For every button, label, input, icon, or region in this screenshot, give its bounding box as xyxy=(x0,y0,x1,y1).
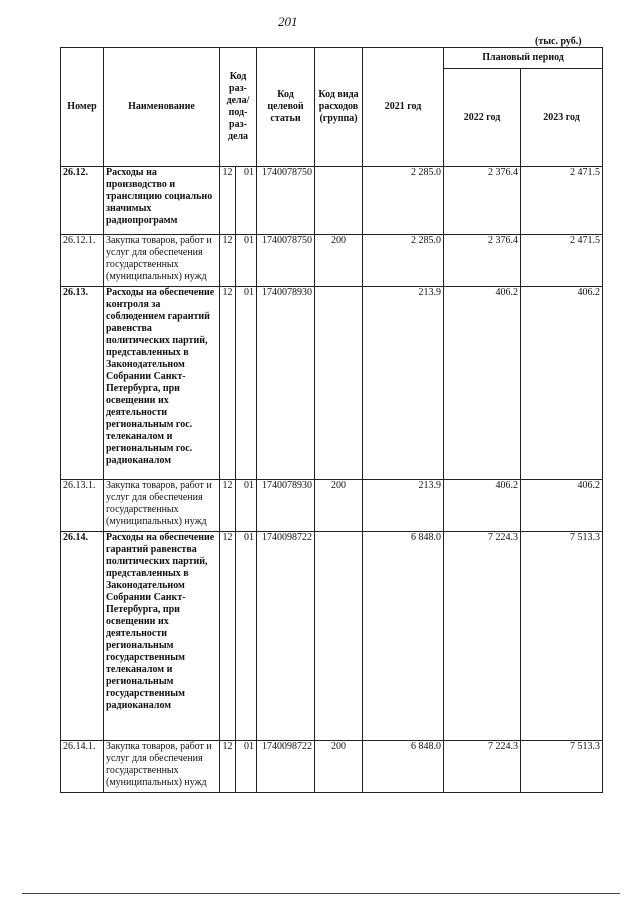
table-row xyxy=(61,741,603,793)
row-number: 26.14. xyxy=(61,532,104,741)
row-target-code: 1740078930 xyxy=(257,480,315,532)
row-value-2021: 2 285.0 xyxy=(363,167,444,235)
row-name: Расходы на обеспечение гарантий равенства политических партий, представленных в Законодательном Собрании Санкт-Петербурга, при освещении их деятельности региональным государственным телеканалом и региональным государственным радиоканалом xyxy=(104,532,220,741)
table-row xyxy=(61,167,603,235)
row-number: 26.13. xyxy=(61,287,104,480)
col-expense-type-header: Код вида расходов (группа) xyxy=(315,48,363,167)
col-number-header: Номер xyxy=(61,48,104,167)
row-name: Расходы на производство и трансляцию социально значимых радиопрограмм xyxy=(104,167,220,235)
row-subsection: 01 xyxy=(236,532,257,741)
row-value-2023: 7 513.3 xyxy=(521,741,603,793)
row-value-2022: 7 224.3 xyxy=(444,532,521,741)
bottom-rule xyxy=(22,893,620,894)
units-label: (тыс. руб.) xyxy=(535,36,582,47)
row-value-2023: 406.2 xyxy=(521,287,603,480)
table-body xyxy=(61,167,603,793)
table-row xyxy=(61,235,603,287)
row-value-2022: 2 376.4 xyxy=(444,167,521,235)
col-2023-header: 2023 год xyxy=(521,69,603,167)
row-value-2023: 7 513.3 xyxy=(521,532,603,741)
row-target-code: 1740098722 xyxy=(257,741,315,793)
row-section: 12 xyxy=(220,480,236,532)
col-section-header: Код раз-дела/ под-раз-дела xyxy=(220,48,257,167)
row-value-2022: 406.2 xyxy=(444,287,521,480)
planned-period-header: Плановый период xyxy=(444,48,603,69)
row-value-2021: 6 848.0 xyxy=(363,741,444,793)
row-expense-code xyxy=(315,167,363,235)
row-value-2023: 2 471.5 xyxy=(521,235,603,287)
row-value-2021: 213.9 xyxy=(363,287,444,480)
row-target-code: 1740078930 xyxy=(257,287,315,480)
row-expense-code: 200 xyxy=(315,741,363,793)
row-number: 26.14.1. xyxy=(61,741,104,793)
row-number: 26.12.1. xyxy=(61,235,104,287)
row-name: Закупка товаров, работ и услуг для обеспечения государственных (муниципальных) нужд xyxy=(104,480,220,532)
col-target-header: Код целевой статьи xyxy=(257,48,315,167)
row-value-2022: 2 376.4 xyxy=(444,235,521,287)
row-subsection: 01 xyxy=(236,287,257,480)
row-name: Расходы на обеспечение контроля за соблюдением гарантий равенства политических партий, представленных в Законодательном Собрании Санкт-Петербурга, при освещении их деятельности региональным гос. телеканалом и региональным гос. радиоканалом xyxy=(104,287,220,480)
row-section: 12 xyxy=(220,167,236,235)
row-number: 26.13.1. xyxy=(61,480,104,532)
row-section: 12 xyxy=(220,532,236,741)
row-section: 12 xyxy=(220,287,236,480)
row-name: Закупка товаров, работ и услуг для обеспечения государственных (муниципальных) нужд xyxy=(104,741,220,793)
row-value-2021: 213.9 xyxy=(363,480,444,532)
row-value-2023: 2 471.5 xyxy=(521,167,603,235)
row-number: 26.12. xyxy=(61,167,104,235)
row-value-2022: 7 224.3 xyxy=(444,741,521,793)
row-subsection: 01 xyxy=(236,167,257,235)
row-name: Закупка товаров, работ и услуг для обеспечения государственных (муниципальных) нужд xyxy=(104,235,220,287)
row-value-2022: 406.2 xyxy=(444,480,521,532)
row-target-code: 1740098722 xyxy=(257,532,315,741)
col-name-header: Наименование xyxy=(104,48,220,167)
row-value-2021: 6 848.0 xyxy=(363,532,444,741)
row-expense-code: 200 xyxy=(315,480,363,532)
table-row xyxy=(61,287,603,480)
row-subsection: 01 xyxy=(236,235,257,287)
row-target-code: 1740078750 xyxy=(257,167,315,235)
row-expense-code xyxy=(315,532,363,741)
row-expense-code: 200 xyxy=(315,235,363,287)
page-number: 201 xyxy=(278,14,298,29)
table-row xyxy=(61,532,603,741)
row-section: 12 xyxy=(220,741,236,793)
row-target-code: 1740078750 xyxy=(257,235,315,287)
col-2021-header: 2021 год xyxy=(363,48,444,167)
budget-table-wrapper xyxy=(60,47,602,793)
row-value-2021: 2 285.0 xyxy=(363,235,444,287)
row-subsection: 01 xyxy=(236,480,257,532)
col-2022-header: 2022 год xyxy=(444,69,521,167)
row-value-2023: 406.2 xyxy=(521,480,603,532)
row-subsection: 01 xyxy=(236,741,257,793)
row-expense-code xyxy=(315,287,363,480)
table-row xyxy=(61,480,603,532)
budget-table xyxy=(60,47,603,793)
row-section: 12 xyxy=(220,235,236,287)
